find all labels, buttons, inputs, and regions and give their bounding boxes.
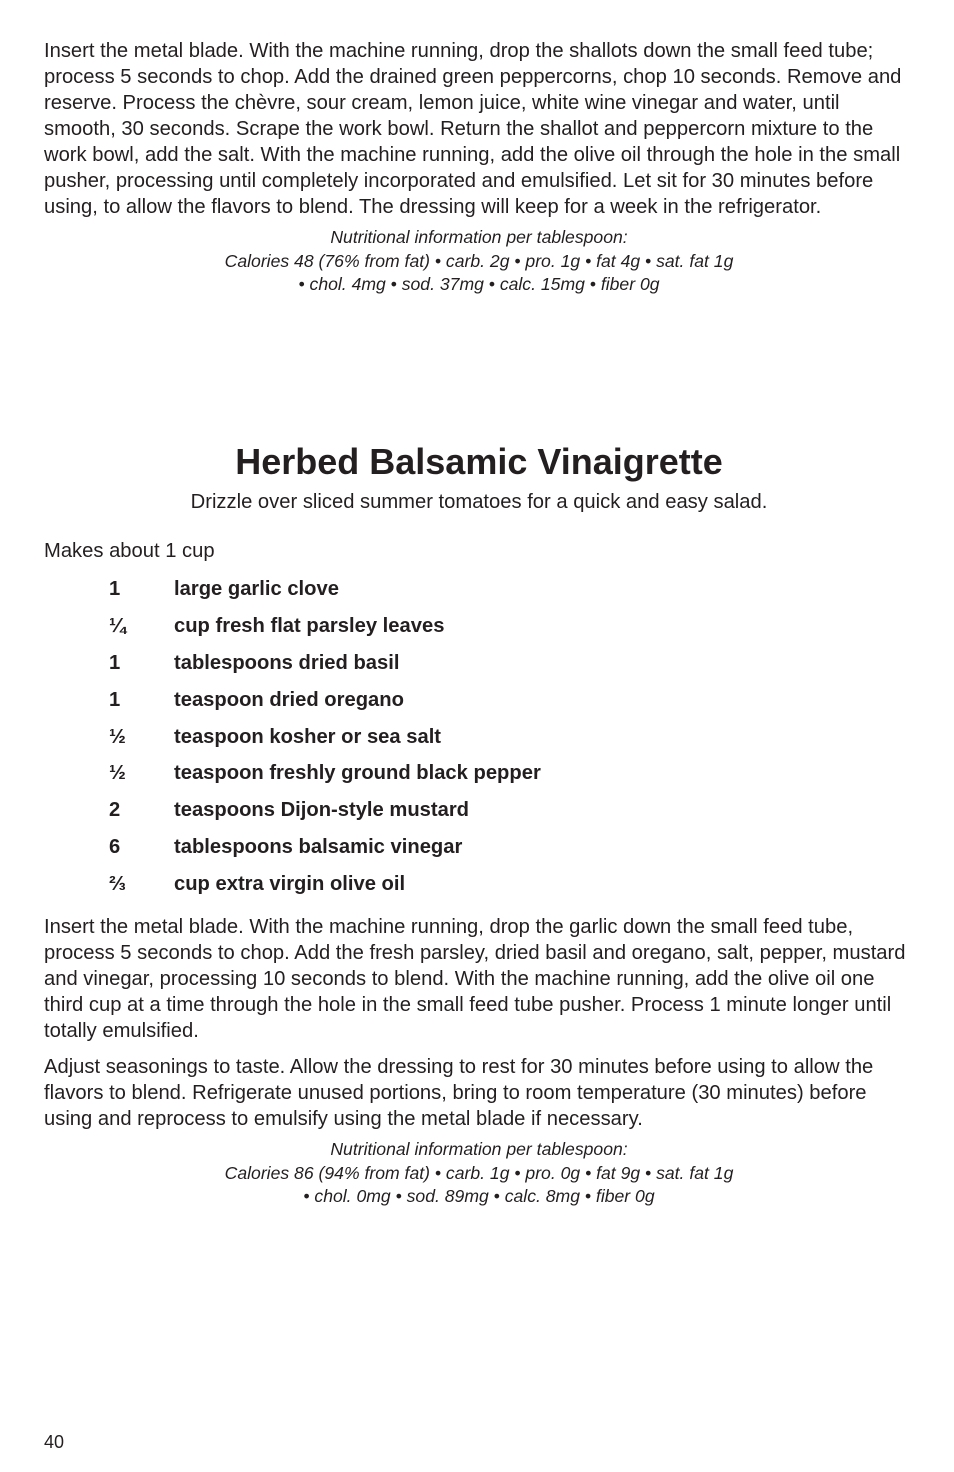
recipe-nutrition-heading: Nutritional information per tablespoon: bbox=[330, 1139, 628, 1159]
method-paragraph-1: Insert the metal blade. With the machine running, drop the garlic down the small feed tube, process 5 seconds to chop. Add the fresh parsley, dried basil and oregano, salt, pepper, mustard and vinegar, processing 10 seconds to blend. With the machine running, add the olive oil one third cup at a time through the hole in the small feed tube pusher. Process 1 minute longer until totally emulsified. bbox=[44, 916, 906, 1042]
intro-paragraph: Insert the metal blade. With the machine running, drop the shallots down the small feed tube; process 5 seconds to chop. Add the drained green peppercorns, chop 10 seconds. Remove and reserve. Process the chèvre, sour cream, lemon juice, white wine vinegar and water, until smooth, 30 seconds. Scrape the work bowl. Return the shallot and peppercorn mixture to the work bowl, add the salt. With the machine running, add the olive oil through the hole in the small pusher, processing until completely incorporated and emulsified. Let sit for 30 minutes before using, to allow the flavors to blend. The dressing will keep for a week in the refrigerator. bbox=[44, 40, 902, 218]
ingredient-row bbox=[109, 650, 541, 687]
ingredient-name: teaspoon dried oregano bbox=[174, 688, 404, 711]
ingredient-row bbox=[109, 871, 541, 908]
recipe-nutrition-line-1: Calories 86 (94% from fat) • carb. 1g • pro. 0g • fat 9g • sat. fat 1g bbox=[224, 1162, 734, 1183]
intro-nutrition-heading: Nutritional information per tablespoon: bbox=[330, 227, 628, 247]
ingredient-name: large garlic clove bbox=[174, 578, 339, 600]
ingredient-quantity: 6 bbox=[109, 836, 121, 859]
ingredient-row bbox=[109, 613, 541, 650]
document-page bbox=[44, 38, 914, 1207]
ingredient-quantity: ½ bbox=[109, 725, 126, 748]
ingredient-quantity: 1 bbox=[109, 688, 121, 711]
ingredient-row bbox=[109, 724, 541, 761]
ingredient-list bbox=[109, 576, 541, 908]
ingredient-name: teaspoon freshly ground black pepper bbox=[174, 762, 541, 785]
ingredient-name: teaspoons Dijon-style mustard bbox=[174, 799, 470, 822]
ingredient-quantity: 2 bbox=[109, 799, 121, 822]
ingredient-row bbox=[109, 687, 541, 724]
page-number: 40 bbox=[44, 1432, 65, 1452]
ingredient-name: teaspoon kosher or sea salt bbox=[174, 725, 442, 748]
ingredient-quantity: ½ bbox=[109, 762, 126, 785]
intro-nutrition-info bbox=[44, 226, 914, 297]
intro-nutrition-line-2: • chol. 4mg • sod. 37mg • calc. 15mg • fiber 0g bbox=[298, 274, 660, 295]
recipe-method bbox=[44, 914, 914, 1209]
ingredient-quantity: ¼ bbox=[109, 614, 126, 637]
ingredient-name: tablespoons balsamic vinegar bbox=[174, 836, 463, 859]
ingredient-quantity: 1 bbox=[109, 651, 121, 674]
ingredient-row bbox=[109, 760, 541, 797]
method-paragraph-2: Adjust seasonings to taste. Allow the dressing to rest for 30 minutes before using to allow the flavors to blend. Refrigerate unused portions, bring to room temperature (30 minutes) before using and reprocess to emulsify using the metal blade if necessary. bbox=[44, 1056, 874, 1130]
ingredient-row bbox=[109, 797, 541, 834]
recipe-yield: Makes about 1 cup bbox=[44, 540, 215, 562]
ingredient-row bbox=[109, 576, 541, 613]
ingredient-name: tablespoons dried basil bbox=[174, 651, 400, 674]
recipe-nutrition-line-2: • chol. 0mg • sod. 89mg • calc. 8mg • fiber 0g bbox=[303, 1186, 655, 1207]
recipe-title: Herbed Balsamic Vinaigrette bbox=[235, 441, 723, 482]
ingredient-quantity: 1 bbox=[109, 578, 121, 600]
ingredient-name: cup fresh flat parsley leaves bbox=[174, 614, 445, 637]
ingredient-row bbox=[109, 834, 541, 871]
intro-nutrition-line-1: Calories 48 (76% from fat) • carb. 2g • pro. 1g • fat 4g • sat. fat 1g bbox=[224, 250, 734, 271]
ingredient-quantity: ⅔ bbox=[109, 873, 126, 896]
recipe-nutrition-info bbox=[44, 1138, 914, 1209]
recipe-subtitle: Drizzle over sliced summer tomatoes for a quick and easy salad. bbox=[190, 491, 768, 513]
ingredient-name: cup extra virgin olive oil bbox=[174, 873, 406, 896]
